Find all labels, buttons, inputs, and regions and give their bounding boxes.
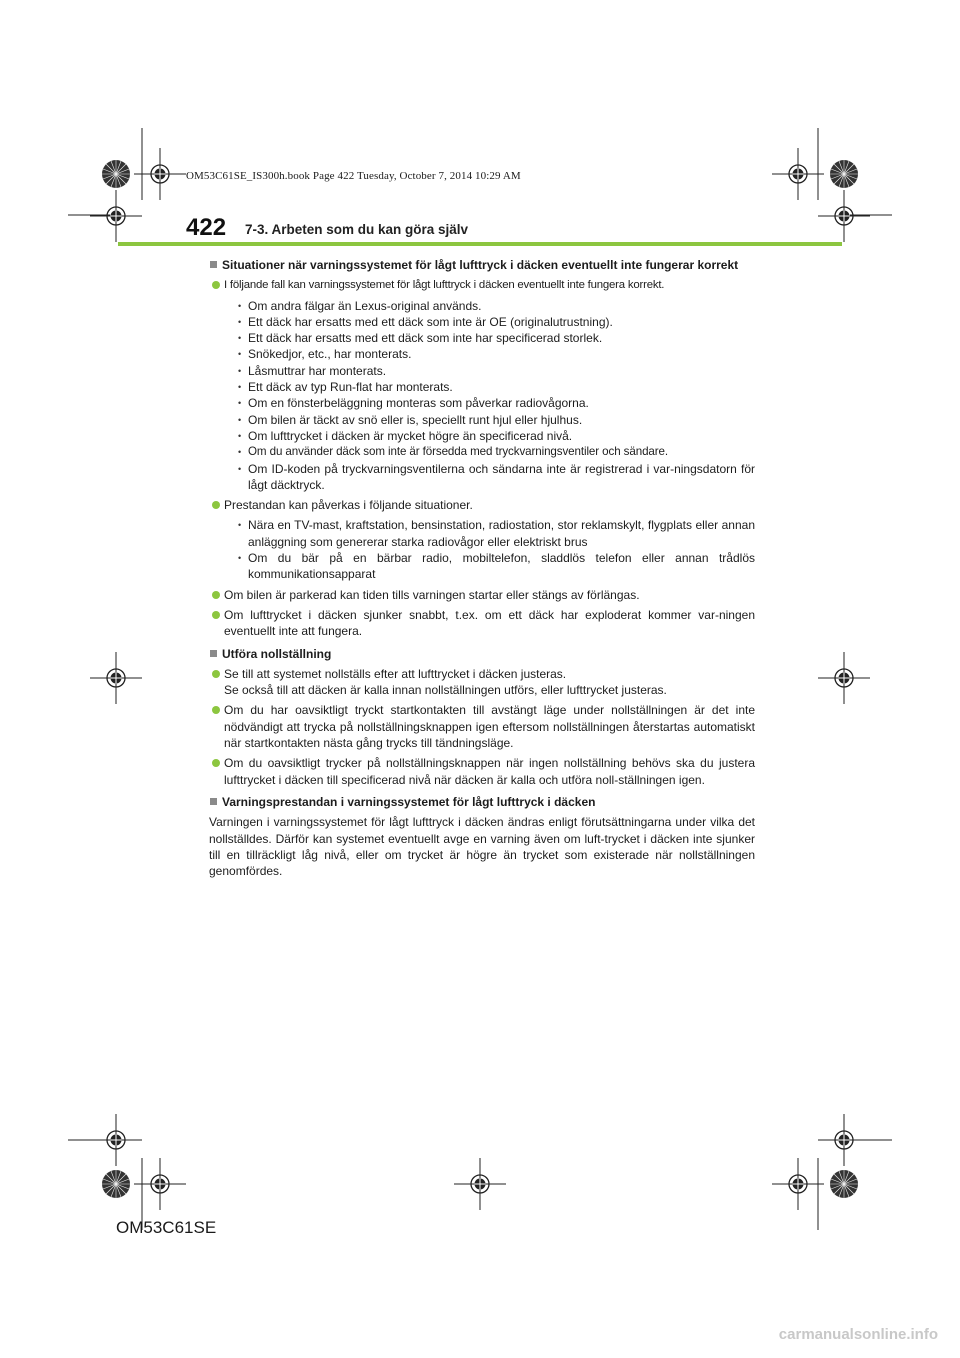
- section-title: 7-3. Arbeten som du kan göra själv: [245, 222, 469, 237]
- book-info-header: OM53C61SE_IS300h.book Page 422 Tuesday, October 7, 2014 10:29 AM: [186, 170, 521, 182]
- circle-bullet-icon: [212, 611, 220, 619]
- registration-cross-icon: [818, 652, 870, 704]
- list-item: Prestandan kan påverkas i följande situationer.: [209, 497, 755, 513]
- registration-wheel-icon: [830, 1170, 858, 1198]
- page-number: 422: [186, 214, 227, 241]
- circle-bullet-icon: [212, 706, 220, 714]
- list-item: Om du oavsiktligt trycker på nollställningsknappen när ingen nollställning behövs ska du justera lufttrycket i däcken till specificerad nivå när däcken är kalla och utföra noll-ställningen igen.: [209, 755, 755, 788]
- registration-cross-icon: [90, 190, 142, 242]
- registration-cross-icon: [90, 1114, 142, 1166]
- sub-list-item: • Om andra fälgar än Lexus-original används.: [238, 298, 482, 313]
- paragraph: Varningen i varningssystemet för lågt lufttryck i däcken ändras enligt förutsättningarna under vilka det nollställdes. Därför kan systemet eventuellt avge en varning även om luft-trycket i däcken inte sjunker till en tillräckligt låg nivå, eller om trycket är högre än trycket som existerade när nollställningen genomfördes.: [209, 815, 755, 879]
- sub-list-item: • Om ID-koden på tryckvarningsventilerna och sändarna inte är registrerad i var-ningsdatorn för lågt däcktryck.: [238, 461, 755, 492]
- circle-bullet-icon: [212, 281, 220, 289]
- sub-list-item: • Om du bär på en bärbar radio, mobiltelefon, sladdlös telefon eller annan trådlös kommunikationsapparat: [238, 551, 755, 582]
- registration-wheel-icon: [830, 160, 858, 188]
- list-item: Se till att systemet nollställs efter att lufttrycket i däcken justeras. Se också till att däcken är kalla innan nollställningen utförs, eller lufttrycket justeras.: [209, 666, 755, 699]
- heading-text: Situationer när varningssystemet för lågt lufttryck i däcken eventuellt inte fungerar korrekt: [222, 258, 739, 272]
- sub-list: [209, 517, 755, 582]
- sub-list-item: • Om bilen är täckt av snö eller is, speciellt runt hjul eller hjulhus.: [238, 412, 583, 427]
- list-item: Om bilen är parkerad kan tiden tills varningen startar eller stängs av förlängas.: [209, 587, 755, 603]
- registration-cross-icon: [772, 1158, 824, 1210]
- heading-text: Utföra nollställning: [222, 646, 332, 661]
- header-rule: [118, 242, 842, 246]
- section-heading: [209, 257, 755, 273]
- registration-cross-icon: [772, 148, 824, 200]
- registration-wheel-icon: [102, 1170, 130, 1198]
- heading-text: Varningsprestandan i varningssystemet för lågt lufttryck i däcken: [222, 794, 596, 809]
- registration-cross-icon: [90, 652, 142, 704]
- registration-wheel-icon: [102, 160, 130, 188]
- sub-list-item: • Om du använder däck som inte är försedda med tryckvarningsventiler och sändare.: [238, 445, 668, 459]
- circle-bullet-icon: [212, 670, 220, 678]
- list-item: Om du har oavsiktligt tryckt startkontakten till avstängt läge under nollställningen är det inte nödvändigt att trycka på nollställningsknappen igen eftersom nollställningen återstartas automatiskt när startkontakten nästa gång trycks till tändningsläge.: [209, 702, 755, 751]
- registration-cross-icon: [454, 1158, 506, 1210]
- registration-cross-icon: [818, 190, 870, 242]
- page-content: [209, 257, 755, 879]
- square-bullet-icon: [210, 798, 217, 805]
- list-item: I följande fall kan varningssystemet för lågt lufttryck i däcken eventuellt inte fungera korrekt.: [209, 277, 755, 293]
- sub-list-item: • Nära en TV-mast, kraftstation, bensinstation, radiostation, stor reklamskylt, flygplats eller annan anläggning som genererar starka radiovågor eller elektriskt brus: [238, 518, 755, 549]
- circle-bullet-icon: [212, 501, 220, 509]
- sub-list-item: • Ett däck har ersatts med ett däck som inte är OE (originalutrustning).: [238, 314, 613, 329]
- sub-list: [209, 298, 755, 494]
- sub-list-item: • Ett däck har ersatts med ett däck som inte har specificerad storlek.: [238, 331, 603, 346]
- square-bullet-icon: [210, 261, 217, 268]
- sub-list-item: • Snökedjor, etc., har monterats.: [238, 347, 412, 362]
- circle-bullet-icon: [212, 759, 220, 767]
- sub-list-item: • Om en fönsterbeläggning monteras som påverkar radiovågorna.: [238, 396, 589, 411]
- sub-list-item: • Ett däck av typ Run-flat har monterats.: [238, 380, 453, 395]
- square-bullet-icon: [210, 650, 217, 657]
- sub-list-item: • Om lufttrycket i däcken är mycket högre än specificerad nivå.: [238, 428, 573, 443]
- sub-list-item: • Låsmuttrar har monterats.: [238, 363, 387, 378]
- registration-cross-icon: [818, 1114, 870, 1166]
- circle-bullet-icon: [212, 591, 220, 599]
- footer-code: OM53C61SE: [116, 1218, 217, 1237]
- section-heading: [209, 646, 755, 662]
- section-heading: [209, 794, 755, 810]
- list-item: Om lufttrycket i däcken sjunker snabbt, t.ex. om ett däck har exploderat kommer var-ningen eventuellt inte att fungera.: [209, 607, 755, 640]
- watermark: carmanualsonline.info: [778, 1326, 938, 1343]
